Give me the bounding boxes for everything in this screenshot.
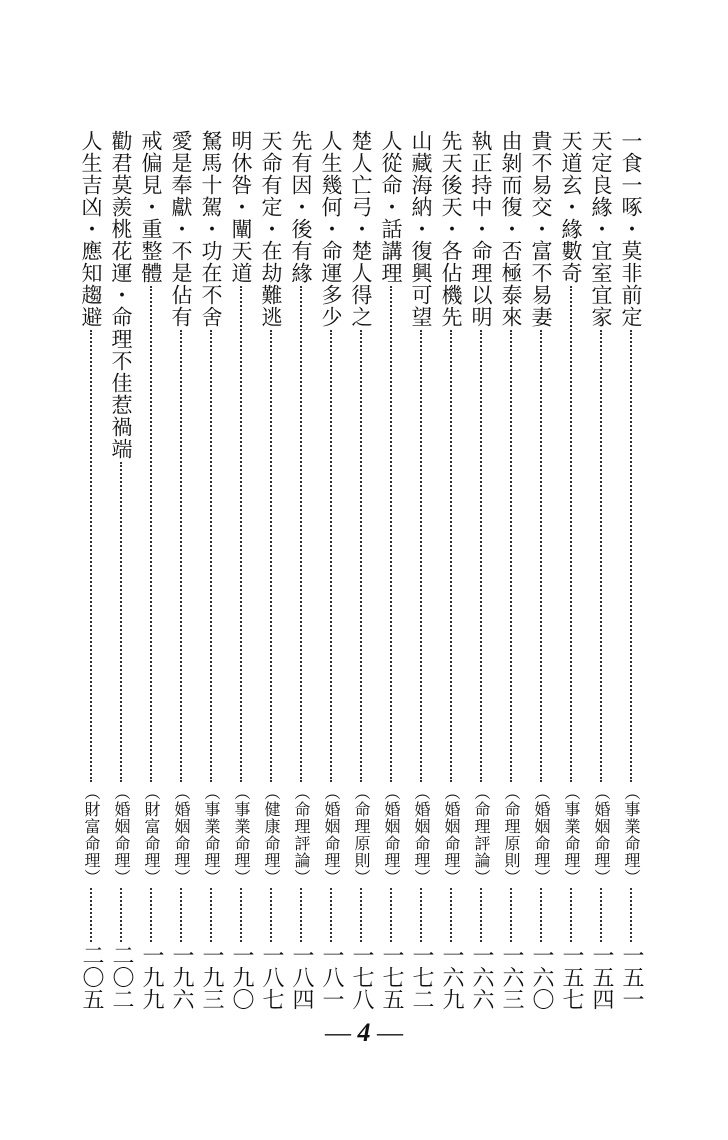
toc-entry[interactable] (527, 130, 555, 1010)
dot-leader (630, 330, 632, 782)
entry-category: （婚姻命理） (112, 784, 131, 886)
toc-entry[interactable] (347, 130, 375, 1010)
dot-leader (120, 462, 122, 782)
dot-leader (570, 286, 572, 782)
entry-page: 一九三 (199, 944, 224, 1010)
toc-entry[interactable] (197, 130, 225, 1010)
entry-category: （財富命理） (82, 784, 101, 886)
dot-leader (390, 286, 392, 782)
dot-leader (510, 888, 512, 942)
entry-category: （婚姻命理） (382, 784, 401, 886)
folio-number: 4 (357, 1018, 371, 1047)
folio-dash-right: — (377, 1018, 403, 1047)
dot-leader (270, 330, 272, 782)
toc-entry[interactable] (257, 130, 285, 1010)
entry-title: 先天後天・各佔機先 (439, 130, 463, 328)
entry-page: 一九九 (139, 944, 164, 1010)
entry-title: 天道玄・緣數奇 (559, 130, 583, 284)
dot-leader (510, 330, 512, 782)
dot-leader (600, 888, 602, 942)
entry-title: 先有因・後有緣 (289, 130, 313, 284)
entry-title: 人生幾何・命運多少 (319, 130, 343, 328)
entry-page: 一七二 (409, 944, 434, 1010)
dot-leader (480, 888, 482, 942)
entry-category: （婚姻命理） (412, 784, 431, 886)
entry-category: （婚姻命理） (322, 784, 341, 886)
toc-entry[interactable] (317, 130, 345, 1010)
entry-page: 一八七 (259, 944, 284, 1010)
entry-page: 一九〇 (229, 944, 254, 1010)
toc-entry[interactable] (407, 130, 435, 1010)
toc-entry[interactable] (467, 130, 495, 1010)
entry-category: （命理評論） (292, 784, 311, 886)
entry-title: 天命有定・在劫難逃 (259, 130, 283, 328)
entry-page: 一八一 (319, 944, 344, 1010)
toc-entry[interactable] (557, 130, 585, 1010)
toc-entry[interactable] (77, 130, 105, 1010)
dot-leader (540, 888, 542, 942)
toc-entry[interactable] (167, 130, 195, 1010)
toc-entry[interactable] (437, 130, 465, 1010)
entry-title: 人從命・話講理 (379, 130, 403, 284)
dot-leader (420, 330, 422, 782)
entry-title: 貴不易交・富不易妻 (529, 130, 553, 328)
dot-leader (330, 888, 332, 942)
entry-page: 一八四 (289, 944, 314, 1010)
entry-title: 明休咎・闡天道 (229, 130, 253, 284)
entry-page: 一五四 (589, 944, 614, 1010)
entry-category: （命理原則） (352, 784, 371, 886)
dot-leader (390, 888, 392, 942)
entry-title: 勸君莫羨桃花運・命理不佳惹禍端 (109, 130, 133, 460)
toc-entry[interactable] (107, 130, 135, 1010)
entry-page: 一五一 (619, 944, 644, 1010)
entry-title: 執正持中・命理以明 (469, 130, 493, 328)
entry-category: （健康命理） (262, 784, 281, 886)
dot-leader (480, 330, 482, 782)
dot-leader (570, 888, 572, 942)
dot-leader (150, 286, 152, 782)
entry-title: 戒偏見・重整體 (139, 130, 163, 284)
entry-page: 一六三 (499, 944, 524, 1010)
entry-category: （事業命理） (562, 784, 581, 886)
entry-category: （婚姻命理） (442, 784, 461, 886)
toc-entry[interactable] (617, 130, 645, 1010)
dot-leader (420, 888, 422, 942)
dot-leader (180, 888, 182, 942)
toc-entry[interactable] (227, 130, 255, 1010)
entry-title: 天定良緣・宜室宜家 (589, 130, 613, 328)
entry-category: （事業命理） (202, 784, 221, 886)
dot-leader (240, 888, 242, 942)
dot-leader (210, 330, 212, 782)
dot-leader (150, 888, 152, 942)
entry-page: 一六六 (469, 944, 494, 1010)
dot-leader (120, 888, 122, 942)
dot-leader (450, 330, 452, 782)
dot-leader (540, 330, 542, 782)
dot-leader (450, 888, 452, 942)
entry-page: 二〇二 (109, 944, 134, 1010)
entry-page: 一六九 (439, 944, 464, 1010)
dot-leader (360, 330, 362, 782)
entry-title: 楚人亡弓・楚人得之 (349, 130, 373, 328)
toc-entry[interactable] (377, 130, 405, 1010)
dot-leader (90, 330, 92, 782)
toc-entry[interactable] (137, 130, 165, 1010)
dot-leader (300, 888, 302, 942)
dot-leader (270, 888, 272, 942)
entry-category: （事業命理） (622, 784, 641, 886)
dot-leader (600, 330, 602, 782)
toc-entry[interactable] (287, 130, 315, 1010)
entry-category: （事業命理） (232, 784, 251, 886)
dot-leader (180, 330, 182, 782)
entry-page: 二〇五 (79, 944, 104, 1010)
dot-leader (210, 888, 212, 942)
entry-page: 一六〇 (529, 944, 554, 1010)
entry-category: （婚姻命理） (532, 784, 551, 886)
dot-leader (330, 330, 332, 782)
entry-category: （命理原則） (502, 784, 521, 886)
folio-dash-left: — (325, 1018, 351, 1047)
entry-category: （命理評論） (472, 784, 491, 886)
toc-entry[interactable] (497, 130, 525, 1010)
dot-leader (630, 888, 632, 942)
entry-title: 愛是奉獻・不是佔有 (169, 130, 193, 328)
entry-title: 一食一啄・莫非前定 (619, 130, 643, 328)
entry-page: 一九六 (169, 944, 194, 1010)
dot-leader (360, 888, 362, 942)
dot-leader (240, 286, 242, 782)
entry-category: （婚姻命理） (172, 784, 191, 886)
entry-page: 一五七 (559, 944, 584, 1010)
page-number (0, 1018, 728, 1048)
toc-entry[interactable] (587, 130, 615, 1010)
entry-category: （財富命理） (142, 784, 161, 886)
entry-page: 一七五 (379, 944, 404, 1010)
entry-category: （婚姻命理） (592, 784, 611, 886)
dot-leader (300, 286, 302, 782)
entry-title: 人生吉凶・應知趨避 (79, 130, 103, 328)
entry-title: 山藏海納・復興可望 (409, 130, 433, 328)
entry-title: 由剝而復・否極泰來 (499, 130, 523, 328)
dot-leader (90, 888, 92, 942)
entry-title: 駑馬十駕・功在不舍 (199, 130, 223, 328)
entry-page: 一七八 (349, 944, 374, 1010)
